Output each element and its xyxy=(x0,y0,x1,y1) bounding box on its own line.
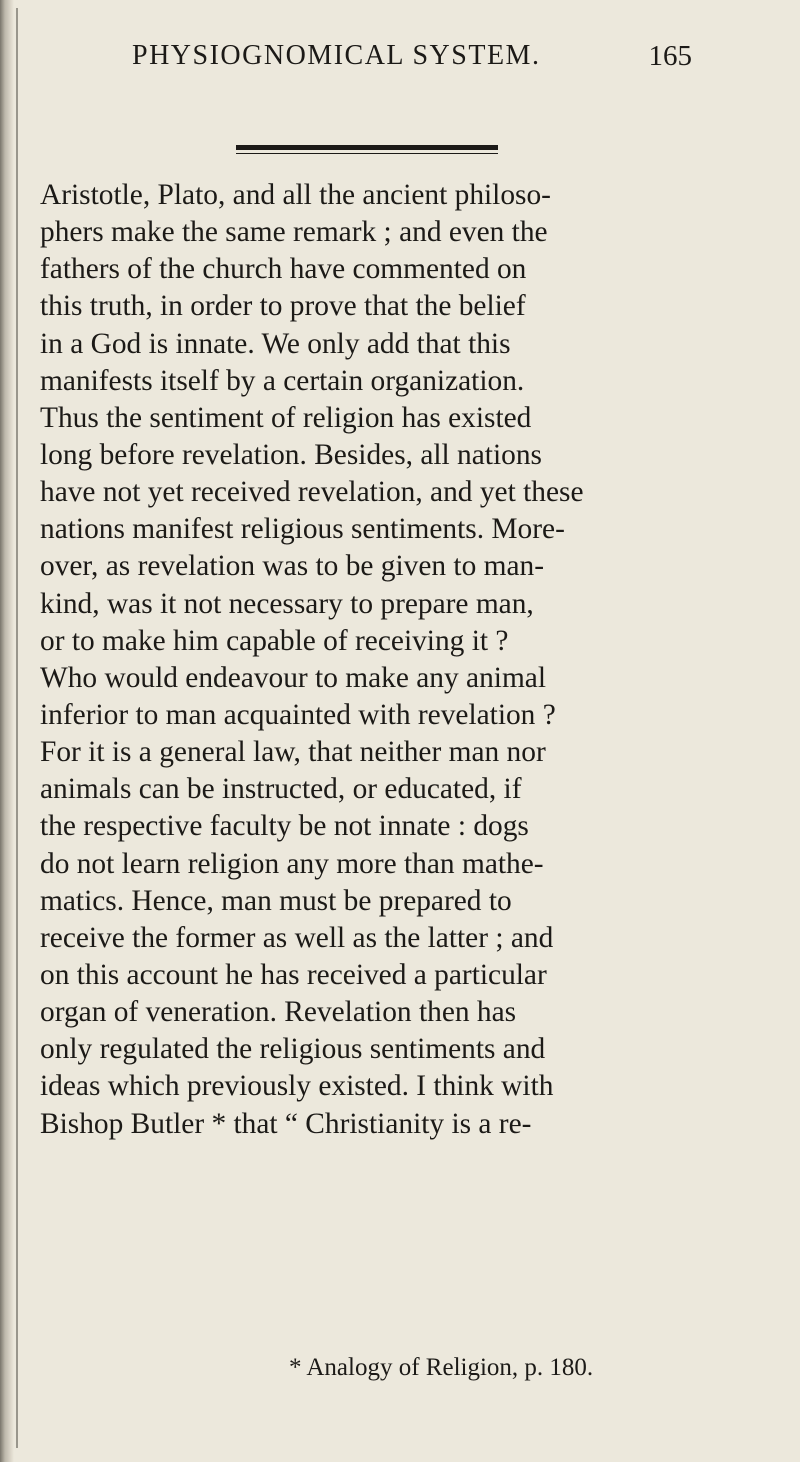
text-line: kind, was it not necessary to prepare man, xyxy=(40,587,534,620)
text-line: in a God is innate. We only add that this xyxy=(40,327,511,360)
text-line: Thus the sentiment of religion has existed xyxy=(40,401,532,434)
text-line: For it is a general law, that neither man nor xyxy=(40,736,546,769)
page-number: 165 xyxy=(648,40,692,72)
text-line: inferior to man acquainted with revelation ? xyxy=(40,698,556,731)
header-rule-thin xyxy=(236,153,498,154)
text-line: do not learn religion any more than mathe- xyxy=(40,847,544,880)
text-line: animals can be instructed, or educated, if xyxy=(40,773,522,806)
page-header xyxy=(132,40,692,100)
footnote: * Analogy of Religion, p. 180. xyxy=(289,1354,594,1381)
text-line: fathers of the church have commented on xyxy=(40,253,527,286)
text-line: long before revelation. Besides, all nations xyxy=(40,438,542,471)
text-line: ideas which previously existed. I think with xyxy=(40,1070,554,1103)
text-line: on this account he has received a particular xyxy=(40,958,547,991)
text-line: nations manifest religious sentiments. More- xyxy=(40,513,565,546)
text-line: Bishop Butler * that “ Christianity is a re- xyxy=(40,1107,532,1140)
text-line: Aristotle, Plato, and all the ancient philoso- xyxy=(40,179,551,211)
text-line: only regulated the religious sentiments and xyxy=(40,1033,546,1066)
text-line: phers make the same remark ; and even the xyxy=(40,216,548,249)
text-line: the respective faculty be not innate : dogs xyxy=(40,810,529,843)
text-line: receive the former as well as the latter ; and xyxy=(40,921,554,954)
running-head: PHYSIOGNOMICAL SYSTEM. xyxy=(132,40,541,71)
text-line: organ of veneration. Revelation then has xyxy=(40,996,517,1029)
text-line: or to make him capable of receiving it ? xyxy=(40,624,509,657)
text-line: matics. Hence, man must be prepared to xyxy=(40,884,512,917)
text-line: manifests itself by a certain organization. xyxy=(40,364,525,397)
header-rule-thick xyxy=(236,145,498,150)
body-text xyxy=(40,177,790,1143)
binding-edge-line xyxy=(16,8,18,1448)
text-line: Who would endeavour to make any animal xyxy=(40,661,547,694)
text-line: this truth, in order to prove that the belief xyxy=(40,290,526,323)
text-line: have not yet received revelation, and yet these xyxy=(40,476,584,509)
binding-gutter xyxy=(0,0,14,1462)
text-line: over, as revelation was to be given to man- xyxy=(40,550,545,583)
